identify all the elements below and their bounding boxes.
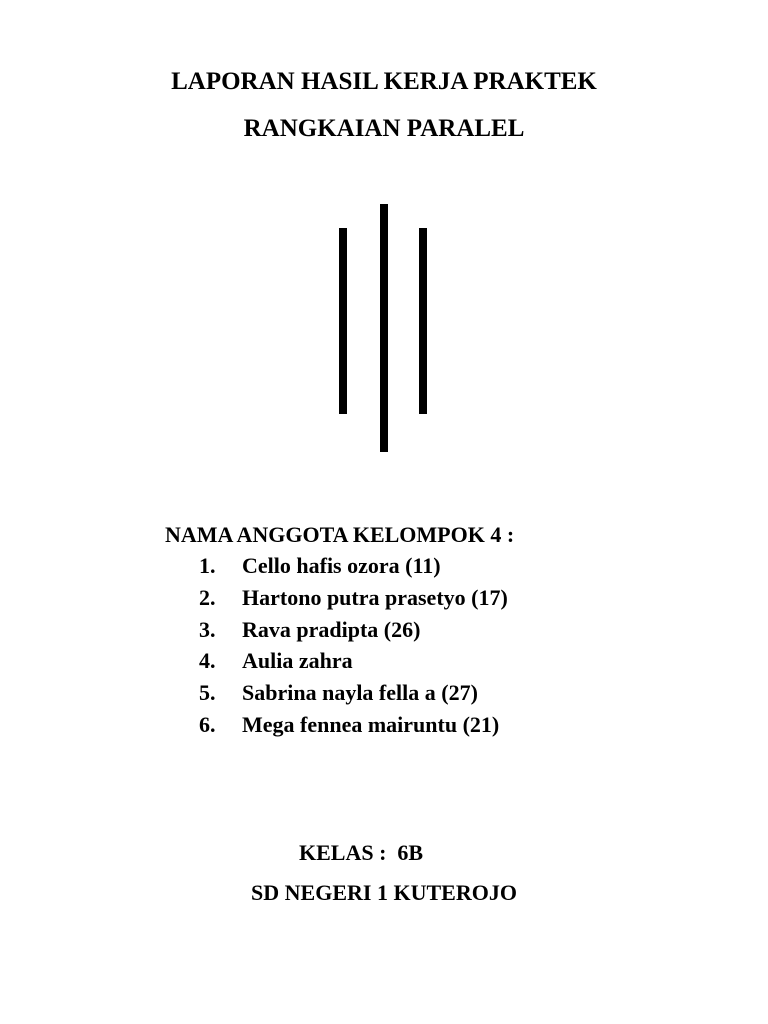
parallel-bar-center — [380, 204, 388, 452]
class-value: 6B — [397, 840, 424, 865]
list-item-number: 4. — [199, 648, 216, 674]
list-item — [199, 550, 508, 582]
member-name: Cello hafis ozora (11) — [242, 553, 441, 578]
parallel-bar-left — [339, 228, 347, 414]
member-name: Rava pradipta (26) — [242, 616, 421, 642]
member-name: Mega fennea mairuntu (21) — [242, 711, 500, 737]
member-list — [199, 550, 508, 741]
list-item-number: 3. — [199, 616, 216, 642]
list-item — [199, 645, 508, 677]
list-item-number: 5. — [199, 680, 216, 706]
member-name: Aulia zahra — [242, 648, 353, 674]
class-line — [299, 838, 423, 868]
list-item-number: 2. — [199, 584, 216, 610]
list-item — [199, 614, 508, 646]
list-item-number: 6. — [199, 711, 216, 737]
class-label: KELAS : — [299, 840, 387, 865]
list-item — [199, 709, 508, 741]
list-item-number: 1. — [199, 553, 216, 578]
school-name: SD NEGERI 1 KUTEROJO — [251, 880, 517, 905]
report-subtitle: RANGKAIAN PARALEL — [243, 115, 525, 142]
report-title: LAPORAN HASIL KERJA PRAKTEK — [171, 68, 597, 95]
member-name: Sabrina nayla fella a (27) — [242, 680, 478, 706]
parallel-bar-right — [419, 228, 427, 414]
members-heading: NAMA ANGGOTA KELOMPOK 4 : — [165, 522, 515, 547]
member-name: Hartono putra prasetyo (17) — [242, 584, 508, 610]
list-item — [199, 582, 508, 614]
list-item — [199, 677, 508, 709]
